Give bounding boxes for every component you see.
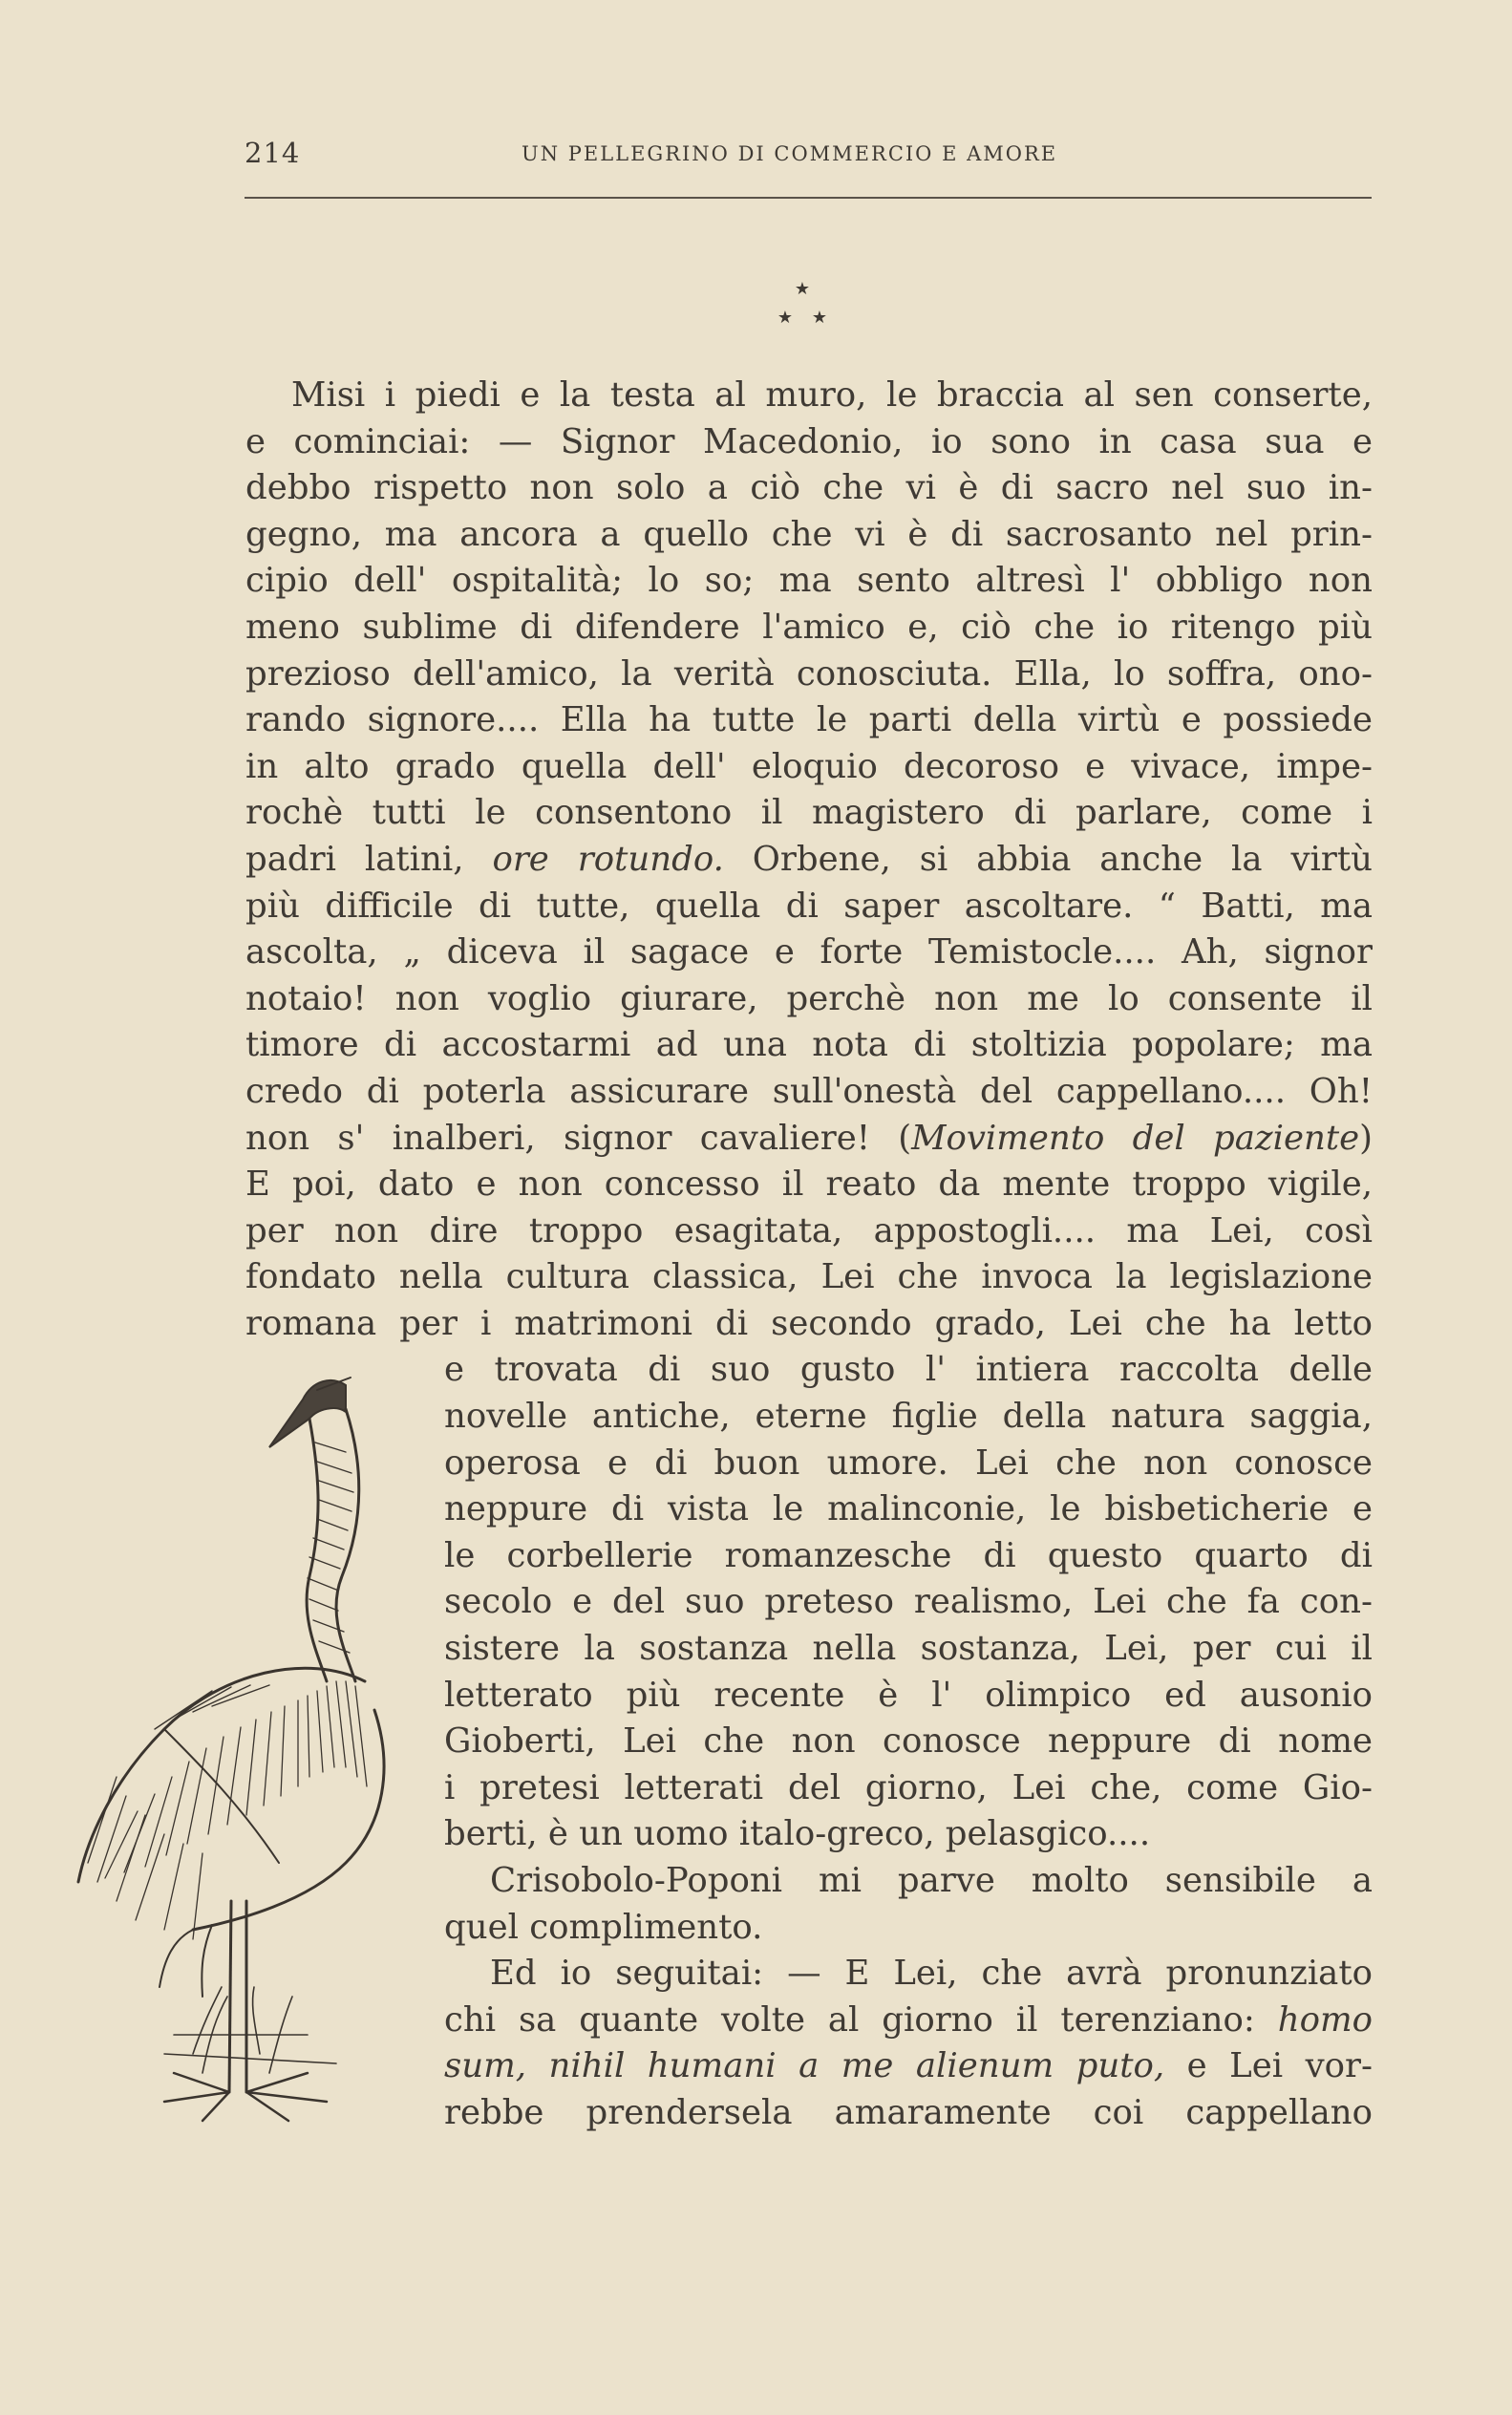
text-line: novelle antiche, eterne figlie della natura saggia, [444,1397,1373,1437]
page-number: 214 [245,137,301,169]
text-line: gegno, ma ancora a quello che vi è di sacrosanto nel prin- [245,514,1373,554]
text-line: i pretesi letterati del giorno, Lei che, come Gio- [444,1767,1373,1807]
text-line: E poi, dato e non concesso il reato da mente troppo vigile, [245,1165,1373,1205]
text-line: romana per i matrimoni di secondo grado, Lei che ha letto [245,1303,1373,1343]
text-line: e trovata di suo gusto l' intiera raccolta delle [444,1350,1373,1390]
page-header [245,137,1372,175]
text-line: timore di accostarmi ad una nota di stoltizia popolare; ma [245,1025,1373,1065]
text-line: più difficile di tutte, quella di saper ascoltare. “ Batti, ma [245,886,1373,926]
text-line: in alto grado quella dell' eloquio decoroso e vivace, impe- [245,746,1373,786]
text-line: operosa e di buon umore. Lei che non conosce [444,1443,1373,1483]
text-line: Misi i piedi e la testa al muro, le braccia al sen conserte, [291,375,1373,415]
text-line: prezioso dell'amico, la verità conosciuta. Ella, lo soffra, ono- [245,653,1373,694]
text-line: quel complimento. [444,1907,763,1947]
text-line: berti, è un uomo italo-greco, pelasgico.... [444,1814,1151,1854]
svg-text:★: ★ [794,279,811,299]
text-line: e cominciai: — Signor Macedonio, io sono in casa sua e [245,421,1373,461]
text-line: notaio! non voglio giurare, perchè non me lo consente il [245,978,1373,1018]
heron-illustration [59,1366,422,2130]
text-line: credo di poterla assicurare sull'onestà del cappellano.... Oh! [245,1071,1373,1111]
text-line: letterato più recente è l' olimpico ed ausonio [444,1675,1373,1715]
asterism-icon [764,275,841,334]
latin-quote: sum, nihil humani a me alienum puto, [444,2046,1165,2086]
text-span: chi sa quante volte al giorno il terenziano: [444,1999,1278,2040]
text-line: meno sublime di difendere l'amico e, ciò che io ritengo più [245,607,1373,647]
header-rule [245,197,1372,199]
text-line: neppure di vista le malinconie, le bisbeticherie e [444,1489,1373,1529]
text-line: secolo e del suo preteso realismo, Lei che fa con- [444,1582,1373,1622]
text-line: rando signore.... Ella ha tutte le parti della virtù e possiede [245,700,1373,740]
latin-quote: homo [1277,1999,1373,2040]
text-line: fondato nella cultura classica, Lei che invoca la legislazione [245,1257,1373,1297]
text-span: padri latini, [245,839,493,879]
text-span: Orbene, si abbia anche la virtù [723,839,1373,879]
svg-text:★: ★ [777,308,794,328]
latin-phrase: ore rotundo. [492,839,724,879]
text-line: Ed io seguitai: — E Lei, che avrà pronunziato [490,1954,1373,1994]
text-line: sistere la sostanza nella sostanza, Lei, per cui il [444,1629,1373,1669]
text-line: rochè tutti le consentono il magistero di parlare, come i [245,793,1373,833]
text-span: ) [1359,1118,1373,1158]
text-line [444,1998,1373,2044]
running-title: UN PELLEGRINO DI COMMERCIO E AMORE [522,142,1058,165]
svg-text:★: ★ [811,308,828,328]
text-span: non s' inalberi, signor cavaliere! ( [245,1118,912,1158]
text-line: ascolta, „ diceva il sagace e forte Temistocle.... Ah, signor [245,932,1373,972]
text-line: Crisobolo-Poponi mi parve molto sensibile a [490,1861,1373,1900]
text-line: debbo rispetto non solo a ciò che vi è di sacro nel suo in- [245,468,1373,508]
stage-direction: Movimento del paziente [911,1118,1360,1158]
text-line: rebbe prendersela amaramente coi cappellano [444,2092,1373,2132]
text-line [245,837,1373,884]
text-line: Gioberti, Lei che non conosce neppure di nome [444,1721,1373,1762]
text-line: le corbellerie romanzesche di questo quarto di [444,1535,1373,1575]
text-line [444,2043,1373,2090]
text-line: cipio dell' ospitalità; lo so; ma sento altresì l' obbligo non [245,561,1373,601]
text-span: e Lei vor- [1164,2046,1373,2086]
text-line: per non dire troppo esagitata, appostogli.... ma Lei, così [245,1210,1373,1250]
text-line [245,1116,1373,1163]
